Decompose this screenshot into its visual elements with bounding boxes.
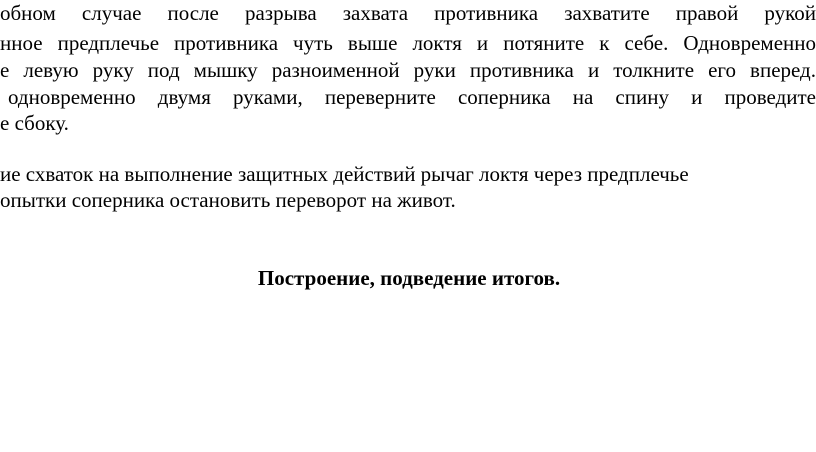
- closing-heading-text: Построение, подведение итогов.: [257, 266, 561, 290]
- paragraph-2-line-2: опытки соперника остановить переворот на живот.: [0, 188, 456, 212]
- paragraph-1-line-1: обном случае после разрыва захвата противника захватите правой рукой: [0, 1, 816, 25]
- paragraph-1-line-3: е левую руку под мышку разноименной руки противника и толкните его вперед.: [0, 58, 816, 82]
- paragraph-1-line-5: е сбоку.: [0, 111, 69, 135]
- paragraph-2-line-1: ие схваток на выполнение защитных действий рычаг локтя через предплечье: [0, 162, 689, 186]
- closing-heading: [0, 265, 816, 291]
- paragraph-1-line-4: одновременно двумя руками, переверните соперника на спину и проведите: [8, 85, 816, 109]
- paragraph-1-line-2: нное предплечье противника чуть выше локтя и потяните к себе. Одновременно: [0, 31, 816, 55]
